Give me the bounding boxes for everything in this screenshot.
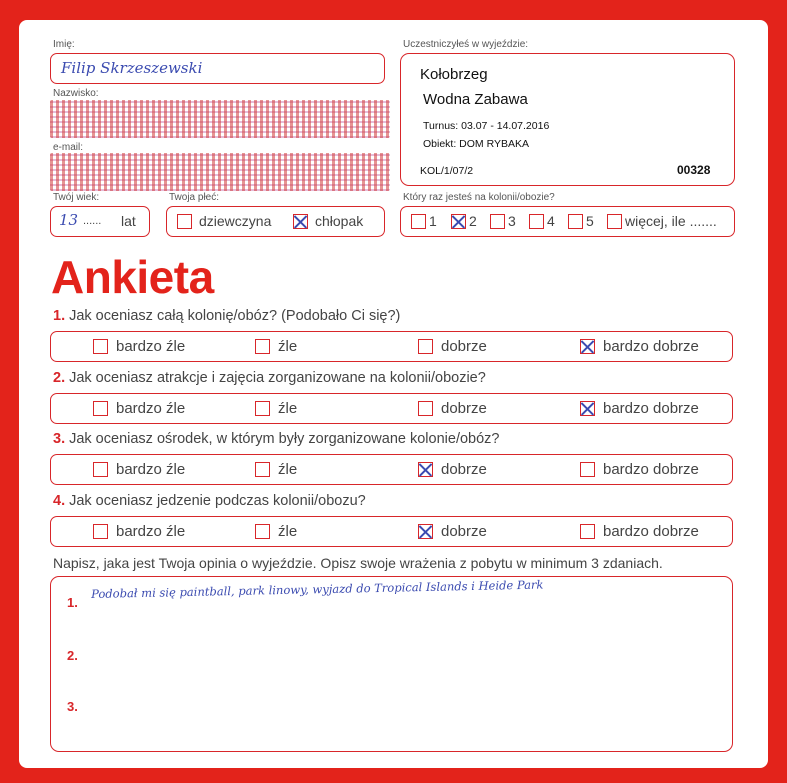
question-2-checkbox-4[interactable]	[580, 401, 595, 416]
survey-sheet	[19, 20, 768, 768]
question-1-checkbox-4[interactable]	[580, 339, 595, 354]
times-checkbox-1[interactable]	[411, 214, 426, 229]
stay-code: KOL/1/07/2	[420, 165, 474, 177]
wiek-field[interactable]	[50, 206, 150, 237]
times-label: Który raz jesteś na kolonii/obozie?	[403, 192, 555, 203]
opinion-line-text-1: Podobał mi się paintball, park linowy, wyjazd do Tropical Islands i Heide Park	[91, 577, 544, 601]
question-1-number: 1.	[53, 308, 66, 324]
question-1-option-4: bardzo dobrze	[603, 338, 699, 355]
times-checkbox-3[interactable]	[490, 214, 505, 229]
times-checkbox-5[interactable]	[568, 214, 583, 229]
imie-field[interactable]	[50, 53, 385, 84]
question-3-option-1: bardzo źle	[116, 461, 186, 478]
question-1-checkbox-2[interactable]	[255, 339, 270, 354]
question-4-number: 4.	[53, 493, 66, 509]
plec-label-chlopak: chłopak	[315, 213, 364, 229]
question-3-label: Jak oceniasz ośrodek, w którym były zorganizowane kolonie/obóz?	[69, 431, 500, 447]
question-1-option-3: dobrze	[441, 338, 487, 355]
question-2-option-4: bardzo dobrze	[603, 400, 699, 417]
question-2-answer-row	[50, 393, 733, 424]
question-4-label: Jak oceniasz jedzenie podczas kolonii/obozu?	[69, 493, 366, 509]
times-checkbox-2[interactable]	[451, 214, 466, 229]
question-1-text	[53, 308, 400, 324]
question-1-option-2: źle	[278, 338, 298, 355]
question-3-text	[53, 431, 499, 447]
question-4-text	[53, 493, 366, 509]
question-4-option-2: źle	[278, 523, 298, 540]
question-4-checkbox-1[interactable]	[93, 524, 108, 539]
question-2-option-2: źle	[278, 400, 298, 417]
question-4-checkbox-4[interactable]	[580, 524, 595, 539]
plec-label-dziewczyna: dziewczyna	[199, 213, 272, 229]
imie-label: Imię:	[53, 39, 75, 50]
question-4-option-1: bardzo źle	[116, 523, 186, 540]
email-redacted	[50, 153, 390, 191]
times-option-3: 3	[508, 213, 516, 229]
opinion-prompt: Napisz, jaka jest Twoja opinia o wyjeździe. Opisz swoje wrażenia z pobytu w minimum 3 zdaniach.	[53, 555, 663, 571]
wiek-label: Twój wiek:	[53, 192, 100, 203]
plec-checkbox-chlopak[interactable]	[293, 214, 308, 229]
question-3-option-3: dobrze	[441, 461, 487, 478]
times-field	[400, 206, 735, 237]
stay-obiekt: Obiekt: DOM RYBAKA	[423, 138, 530, 150]
question-3-checkbox-3[interactable]	[418, 462, 433, 477]
plec-label: Twoja płeć:	[169, 192, 220, 203]
question-2-number: 2.	[53, 370, 66, 386]
times-option-more: więcej, ile .......	[625, 213, 717, 229]
times-option-2: 2	[469, 213, 477, 229]
question-3-option-2: źle	[278, 461, 298, 478]
plec-checkbox-dziewczyna[interactable]	[177, 214, 192, 229]
times-option-1: 1	[429, 213, 437, 229]
wiek-dots: ......	[83, 215, 102, 227]
wiek-value: 13	[59, 211, 79, 229]
opinion-box[interactable]	[50, 576, 733, 752]
stay-name: Wodna Zabawa	[423, 91, 528, 108]
opinion-line-num-2: 2.	[67, 648, 78, 663]
question-4-option-4: bardzo dobrze	[603, 523, 699, 540]
opinion-line-num-1: 1.	[67, 595, 78, 610]
question-3-answer-row	[50, 454, 733, 485]
question-3-option-4: bardzo dobrze	[603, 461, 699, 478]
imie-value: Filip Skrzeszewski	[61, 59, 203, 77]
question-2-option-1: bardzo źle	[116, 400, 186, 417]
times-option-5: 5	[586, 213, 594, 229]
question-4-option-3: dobrze	[441, 523, 487, 540]
plec-field	[166, 206, 385, 237]
question-3-checkbox-1[interactable]	[93, 462, 108, 477]
question-2-checkbox-3[interactable]	[418, 401, 433, 416]
question-3-checkbox-4[interactable]	[580, 462, 595, 477]
wiek-unit: lat	[121, 213, 136, 229]
question-1-checkbox-3[interactable]	[418, 339, 433, 354]
question-3-number: 3.	[53, 431, 66, 447]
question-3-checkbox-2[interactable]	[255, 462, 270, 477]
question-1-answer-row	[50, 331, 733, 362]
times-checkbox-more[interactable]	[607, 214, 622, 229]
stay-card	[400, 53, 735, 186]
question-1-checkbox-1[interactable]	[93, 339, 108, 354]
question-2-text	[53, 370, 486, 386]
stay-number: 00328	[677, 163, 711, 177]
question-4-checkbox-2[interactable]	[255, 524, 270, 539]
question-2-checkbox-2[interactable]	[255, 401, 270, 416]
times-option-4: 4	[547, 213, 555, 229]
question-2-checkbox-1[interactable]	[93, 401, 108, 416]
times-checkbox-4[interactable]	[529, 214, 544, 229]
stay-city: Kołobrzeg	[420, 66, 488, 83]
email-label: e-mail:	[53, 142, 84, 153]
question-4-answer-row	[50, 516, 733, 547]
question-1-option-1: bardzo źle	[116, 338, 186, 355]
question-2-option-3: dobrze	[441, 400, 487, 417]
nazwisko-redacted	[50, 100, 390, 138]
nazwisko-label: Nazwisko:	[53, 88, 99, 99]
question-4-checkbox-3[interactable]	[418, 524, 433, 539]
stay-label: Uczestniczyłeś w wyjeździe:	[403, 39, 529, 50]
stay-turnus: Turnus: 03.07 - 14.07.2016	[423, 120, 550, 132]
question-2-label: Jak oceniasz atrakcje i zajęcia zorganizowane na kolonii/obozie?	[69, 370, 486, 386]
page-title: Ankieta	[51, 251, 214, 303]
question-1-label: Jak oceniasz całą kolonię/obóz? (Podobało Ci się?)	[69, 308, 401, 324]
opinion-line-num-3: 3.	[67, 699, 78, 714]
